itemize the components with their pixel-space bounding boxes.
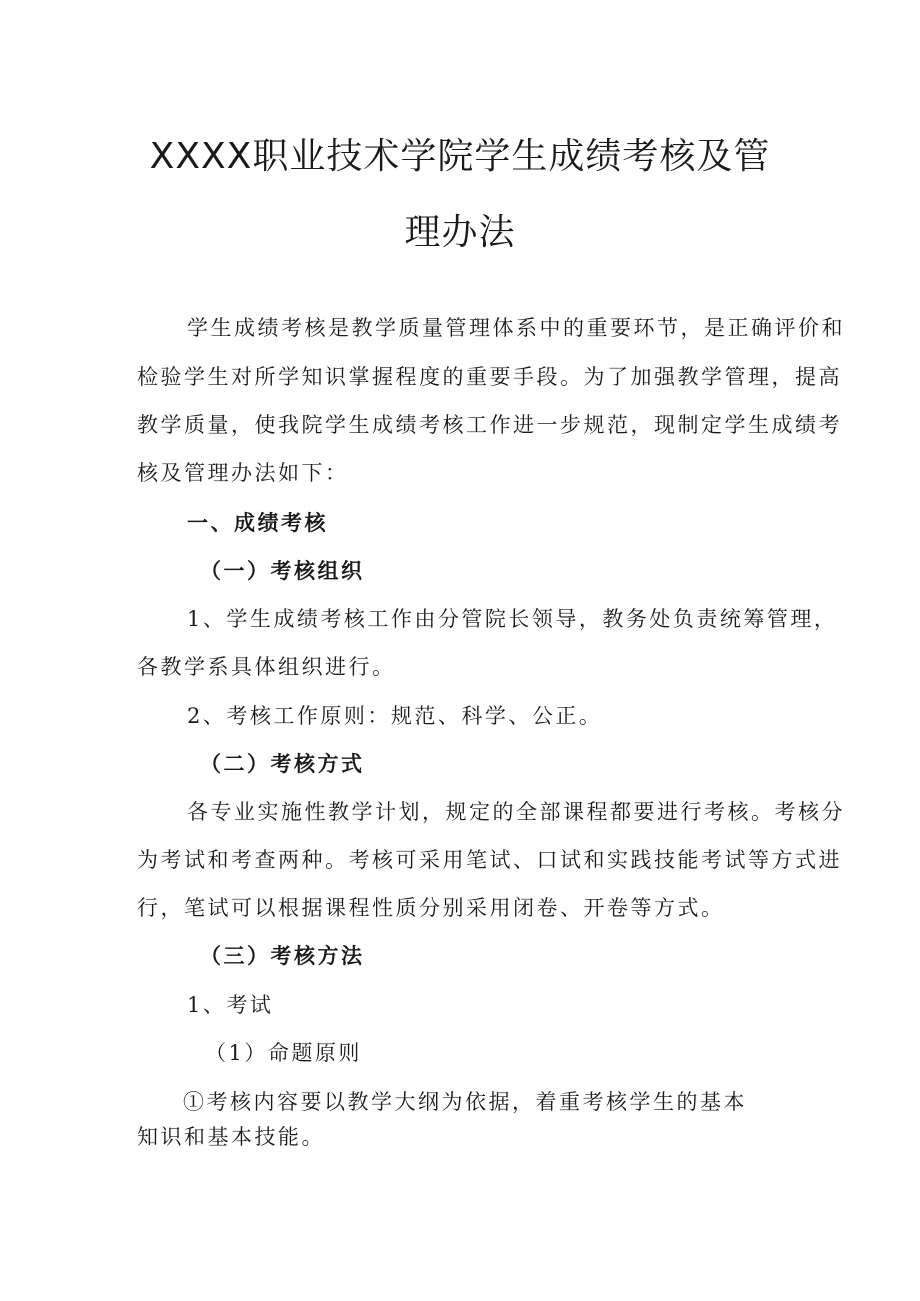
sub1-item-2: 2、考核工作原则：规范、科学、公正。 bbox=[187, 704, 603, 728]
subsection-1-heading: （一）考核组织 bbox=[200, 559, 365, 583]
sub1-item-1-line-2: 各教学系具体组织进行。 bbox=[137, 655, 396, 679]
subsection-3-heading: （三）考核方法 bbox=[200, 944, 365, 968]
sub3-item-1-1: （1）命题原则 bbox=[205, 1041, 362, 1065]
sub2-text-line-3: 行，笔试可以根据课程性质分别采用闭卷、开卷等方式。 bbox=[137, 896, 725, 920]
document-title-line-2: 理办法 bbox=[404, 212, 516, 253]
subsection-2-heading: （二）考核方式 bbox=[200, 752, 365, 776]
sub3-point-1-line-1: ①考核内容要以教学大纲为依据，着重考核学生的基本 bbox=[183, 1090, 747, 1114]
section-1-heading: 一、成绩考核 bbox=[187, 511, 328, 535]
sub1-item-1-line-1: 1、学生成绩考核工作由分管院长领导，教务处负责统筹管理， bbox=[187, 607, 838, 631]
intro-line-1: 学生成绩考核是教学质量管理体系中的重要环节，是正确评价和 bbox=[187, 316, 845, 340]
document-title-line-1: XXXX职业技术学院学生成绩考核及管 bbox=[149, 136, 771, 177]
sub2-text-line-2: 为考试和考查两种。考核可采用笔试、口试和实践技能考试等方式进 bbox=[137, 848, 842, 872]
sub3-point-1-line-2: 知识和基本技能。 bbox=[137, 1125, 325, 1149]
intro-line-3: 教学质量，使我院学生成绩考核工作进一步规范，现制定学生成绩考 bbox=[137, 413, 842, 437]
intro-line-2: 检验学生对所学知识掌握程度的重要手段。为了加强教学管理，提高 bbox=[137, 365, 842, 389]
sub3-item-1: 1、考试 bbox=[187, 993, 274, 1017]
intro-line-4: 核及管理办法如下： bbox=[137, 461, 349, 485]
sub2-text-line-1: 各专业实施性教学计划，规定的全部课程都要进行考核。考核分 bbox=[187, 800, 845, 824]
